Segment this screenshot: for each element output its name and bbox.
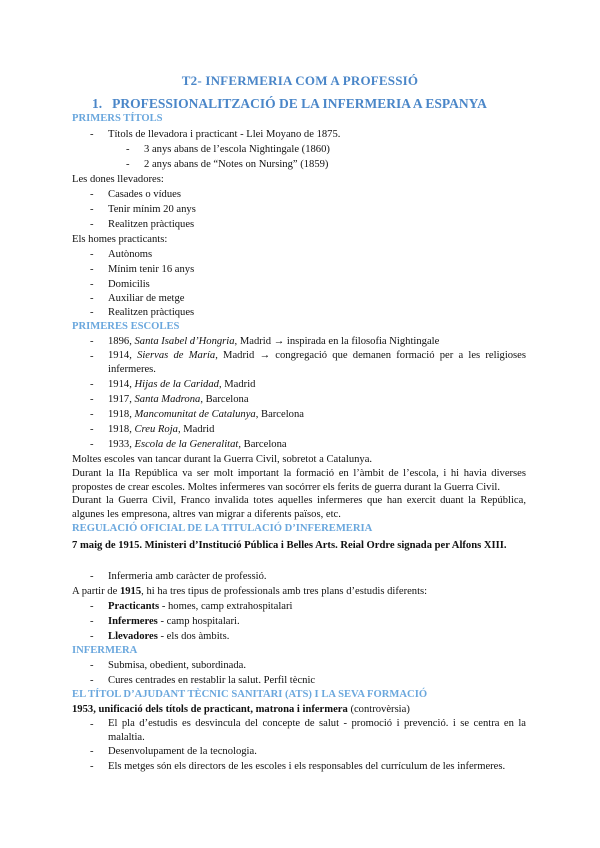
list-item: Mínim tenir 16 anys [108, 264, 195, 275]
list-item: Llevadores - els dos àmbits. [108, 631, 230, 642]
bullet-dash: - [90, 249, 94, 260]
bold-paragraph: 7 maig de 1915. Ministeri d’Institució Pública i Belles Arts. Reial Ordre signada per Alfons XIII. [72, 540, 507, 551]
subheading-primers-titols: PRIMERS TÍTOLS [72, 113, 163, 124]
list-item: Practicants - homes, camp extrahospitalari [108, 601, 293, 612]
subheading-regulacio: REGULACIÓ OFICIAL DE LA TITULACIÓ D’INFEREMERIA [72, 523, 373, 534]
bullet-dash: - [90, 219, 94, 230]
bullet-dash: - [90, 571, 94, 582]
list-item: Domicilis [108, 279, 150, 290]
bullet-dash: - [90, 660, 94, 671]
paragraph: A partir de 1915, hi ha tres tipus de professionals amb tres plans d’estudis diferents: [72, 586, 428, 597]
bullet-dash: - [90, 761, 94, 772]
bullet-dash: - [90, 351, 94, 362]
bullet-dash: - [90, 439, 94, 450]
bullet-dash: - [90, 379, 94, 390]
bullet-dash: - [90, 394, 94, 405]
list-item-escola: 1914, Siervas de María, Madrid → congregació que demanen formació per a les religioses infermeres. [108, 350, 526, 375]
section-heading-text: PROFESSIONALITZACIÓ DE LA INFERMERIA A ESPANYA [112, 96, 487, 111]
list-item: Realitzen pràctiques [108, 219, 195, 230]
document-title: T2- INFERMERIA COM A PROFESSIÓ [181, 73, 419, 88]
paragraph: Durant la Guerra Civil, Franco invalida totes aquelles infermeres que han exercit duant la República, algunes les empresona, altres van migrar a diferents països, etc. [72, 495, 526, 520]
list-item: Infermeres - camp hospitalari. [108, 616, 240, 627]
bullet-dash: - [90, 601, 94, 612]
bullet-dash: - [90, 675, 94, 686]
list-item: Tenir mínim 20 anys [108, 204, 196, 215]
subheading-primeres-escoles: PRIMERES ESCOLES [72, 321, 180, 332]
list-item-escola: 1914, Hijas de la Caridad, Madrid [108, 379, 256, 390]
bullet-dash: - [90, 409, 94, 420]
bullet-dash: - [126, 159, 130, 170]
subheading-infermera: INFERMERA [72, 645, 138, 656]
bullet-dash: - [90, 264, 94, 275]
list-item: Desenvolupament de la tecnologia. [108, 746, 257, 757]
bullet-dash: - [90, 189, 94, 200]
bullet-dash: - [90, 293, 94, 304]
list-item-escola: 1896, Santa Isabel d’Hongria, Madrid → inspirada en la filosofia Nightingale [108, 336, 440, 347]
section-heading [92, 96, 487, 112]
list-item: Títols de llevadora i practicant - Llei Moyano de 1875. [108, 129, 341, 140]
list-item: Els metges són els directors de les escoles i els responsables del currículum de les infermeres. [108, 761, 506, 772]
bullet-dash: - [90, 129, 94, 140]
bullet-dash: - [90, 204, 94, 215]
bullet-dash: - [90, 336, 94, 347]
list-item: Auxiliar de metge [108, 293, 185, 304]
list-item: Infermeria amb caràcter de professió. [108, 571, 267, 582]
paragraph: Moltes escoles van tancar durant la Guerra Civil, sobretot a Catalunya. [72, 454, 373, 465]
list-item-escola: 1933, Escola de la Generalitat, Barcelona [108, 439, 287, 450]
bullet-dash: - [90, 307, 94, 318]
bullet-dash: - [90, 616, 94, 627]
list-item: Casades o vídues [108, 189, 181, 200]
section-number: 1. [92, 96, 103, 111]
bullet-dash: - [90, 279, 94, 290]
list-item: Realitzen pràctiques [108, 307, 195, 318]
list-item-escola: 1917, Santa Madrona, Barcelona [108, 394, 249, 405]
list-item: Submisa, obedient, subordinada. [108, 660, 246, 671]
subheading-ats: EL TÍTOL D’AJUDANT TÈCNIC SANITARI (ATS) I LA SEVA FORMACIÓ [72, 689, 428, 700]
bullet-dash: - [126, 144, 130, 155]
list-item: Cures centrades en restablir la salut. Perfil tècnic [108, 675, 316, 686]
paragraph: Durant la IIa República va ser molt important la formació en l’àmbit de l’escola, i hi havia diverses propostes de crear escoles. Moltes infermeres van socórrer els ferits de guerra durant la Guerra Civil. [72, 468, 526, 493]
list-item: El pla d’estudis es desvincula del concepte de salut - promoció i prevenció. i se centra en la malaltia. [108, 718, 526, 743]
list-item-escola: 1918, Mancomunitat de Catalunya, Barcelona [108, 409, 304, 420]
list-item-escola: 1918, Creu Roja, Madrid [108, 424, 215, 435]
bullet-dash: - [90, 424, 94, 435]
sub-list-item: 3 anys abans de l’escola Nightingale (1860) [144, 144, 330, 155]
bullet-dash: - [90, 746, 94, 757]
list-item: Autònoms [108, 249, 153, 260]
sub-list-item: 2 anys abans de “Notes on Nursing” (1859) [144, 159, 329, 170]
paragraph: Els homes practicants: [72, 234, 168, 245]
paragraph: Les dones llevadores: [72, 174, 164, 185]
bullet-dash: - [90, 631, 94, 642]
paragraph: 1953, unificació dels títols de practicant, matrona i infermera (controvèrsia) [72, 704, 410, 715]
bullet-dash: - [90, 719, 94, 730]
